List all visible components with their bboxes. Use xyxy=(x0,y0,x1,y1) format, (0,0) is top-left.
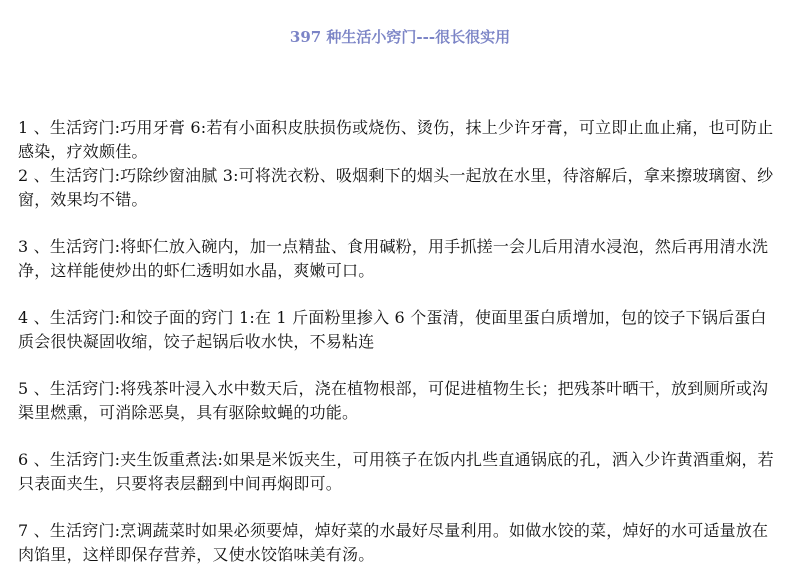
paragraph-spacer xyxy=(18,354,782,377)
paragraph-7: 7 、生活窍门:烹调蔬菜时如果必须要焯，焯好菜的水最好尽量利用。如做水饺的菜，焯好的水可适量放在肉馅里，这样即保存营养，又使水饺馅味美有汤。 xyxy=(18,521,769,564)
paragraph-spacer xyxy=(18,212,782,235)
paragraph-spacer xyxy=(18,496,782,519)
paragraph-5: 5 、生活窍门:将残茶叶浸入水中数天后，浇在植物根部，可促进植物生长；把残茶叶晒干，放到厕所或沟渠里燃熏，可消除恶臭，具有驱除蚊蝇的功能。 xyxy=(18,379,769,422)
paragraph-1: 1 、生活窍门:巧用牙膏 6:若有小面积皮肤损伤或烧伤、烫伤，抹上少许牙膏，可立即止血止痛，也可防止感染，疗效颇佳。 xyxy=(18,118,774,161)
paragraph-3: 3 、生活窍门:将虾仁放入碗内，加一点精盐、食用碱粉，用手抓搓一会儿后用清水浸泡，然后再用清水洗净，这样能使炒出的虾仁透明如水晶，爽嫩可口。 xyxy=(18,237,769,280)
paragraph-spacer xyxy=(18,425,782,448)
paragraph-2: 2 、生活窍门:巧除纱窗油腻 3:可将洗衣粉、吸烟剩下的烟头一起放在水里，待溶解后，拿来擦玻璃窗、纱窗，效果均不错。 xyxy=(18,166,774,209)
paragraph-6: 6 、生活窍门:夹生饭重煮法:如果是米饭夹生，可用筷子在饭内扎些直通锅底的孔，洒入少许黄酒重焖，若只表面夹生，只要将表层翻到中间再焖即可。 xyxy=(18,450,774,493)
paragraph-spacer xyxy=(18,283,782,306)
document-title: 397 种生活小窍门---很长很实用 xyxy=(289,28,511,46)
document-body xyxy=(18,116,782,567)
paragraph-4: 4 、生活窍门:和饺子面的窍门 1:在 1 斤面粉里掺入 6 个蛋清，使面里蛋白质增加，包的饺子下锅后蛋白质会很快凝固收缩，饺子起锅后收水快，不易粘连 xyxy=(18,308,767,351)
